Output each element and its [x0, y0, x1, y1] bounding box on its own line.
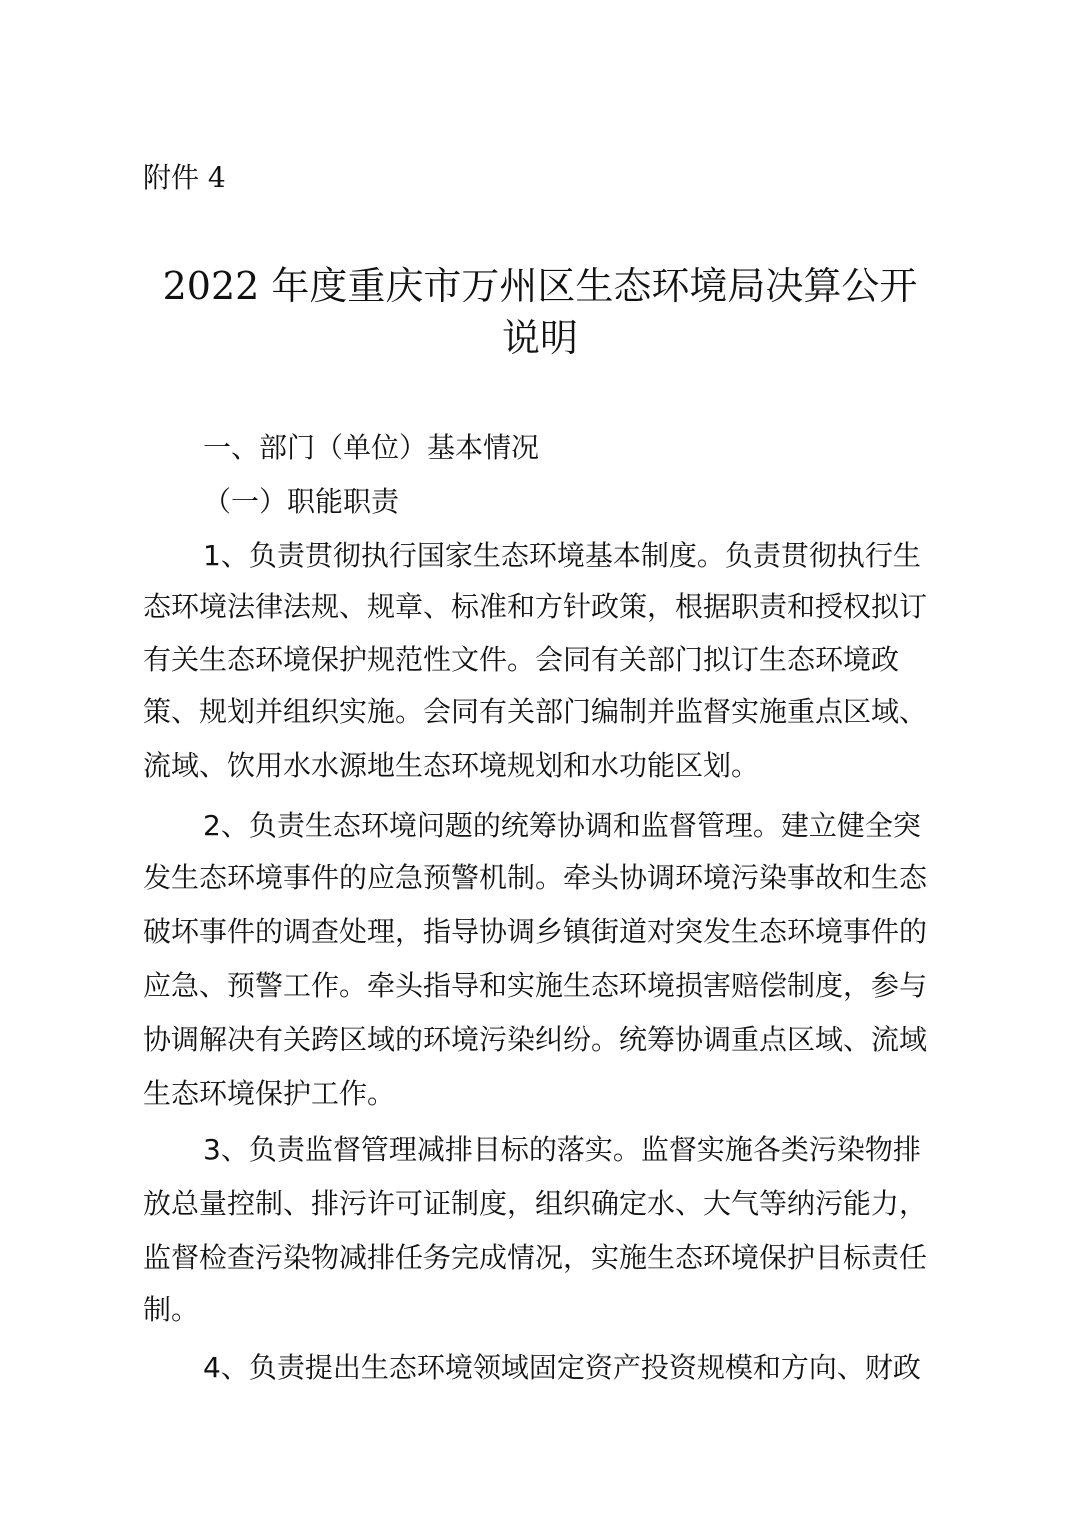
section-heading: 一、部门（单位）基本情况 — [203, 431, 540, 464]
document-title-line-1: 2022 年度重庆市万州区生态环境局决算公开 — [162, 264, 918, 308]
paragraph-2-line: 应急、预警工作。牵头指导和实施生态环境损害赔偿制度，参与 — [143, 969, 928, 1002]
paragraph-2-line: 破坏事件的调查处理，指导协调乡镇街道对突发生态环境事件的 — [143, 915, 928, 948]
paragraph-1-line: 策、规划并组织实施。会同有关部门编制并监督实施重点区域、 — [143, 695, 928, 728]
paragraph-1-line: 态环境法律法规、规章、标准和方针政策，根据职责和授权拟订 — [143, 590, 928, 623]
paragraph-2-line: 发生态环境事件的应急预警机制。牵头协调环境污染事故和生态 — [143, 861, 928, 894]
paragraph-3-line: 3、负责监督管理减排目标的落实。监督实施各类污染物排 — [203, 1133, 921, 1166]
paragraph-2-line: 协调解决有关跨区域的环境污染纠纷。统筹协调重点区域、流域 — [143, 1023, 928, 1056]
paragraph-2-line: 2、负责生态环境问题的统筹协调和监督管理。建立健全突 — [203, 809, 921, 842]
paragraph-4-line: 4、负责提出生态环境领域固定资产投资规模和方向、财政 — [203, 1351, 921, 1384]
paragraph-1-line: 1、负责贯彻执行国家生态环境基本制度。负责贯彻执行生 — [203, 539, 921, 572]
document-title-line-2: 说明 — [501, 316, 578, 360]
paragraph-3-line: 制。 — [143, 1293, 200, 1326]
paragraph-1-line: 流域、饮用水水源地生态环境规划和水功能区划。 — [143, 749, 760, 782]
paragraph-1-line: 有关生态环境保护规范性文件。会同有关部门拟订生态环境政 — [143, 643, 900, 676]
paragraph-3-line: 监督检查污染物减排任务完成情况，实施生态环境保护目标责任 — [143, 1241, 928, 1274]
paragraph-2-line: 生态环境保护工作。 — [143, 1077, 396, 1110]
attachment-label: 附件 4 — [143, 161, 226, 194]
subsection-heading: （一）职能职责 — [203, 485, 400, 518]
paragraph-3-line: 放总量控制、排污许可证制度，组织确定水、大气等纳污能力， — [143, 1187, 928, 1220]
